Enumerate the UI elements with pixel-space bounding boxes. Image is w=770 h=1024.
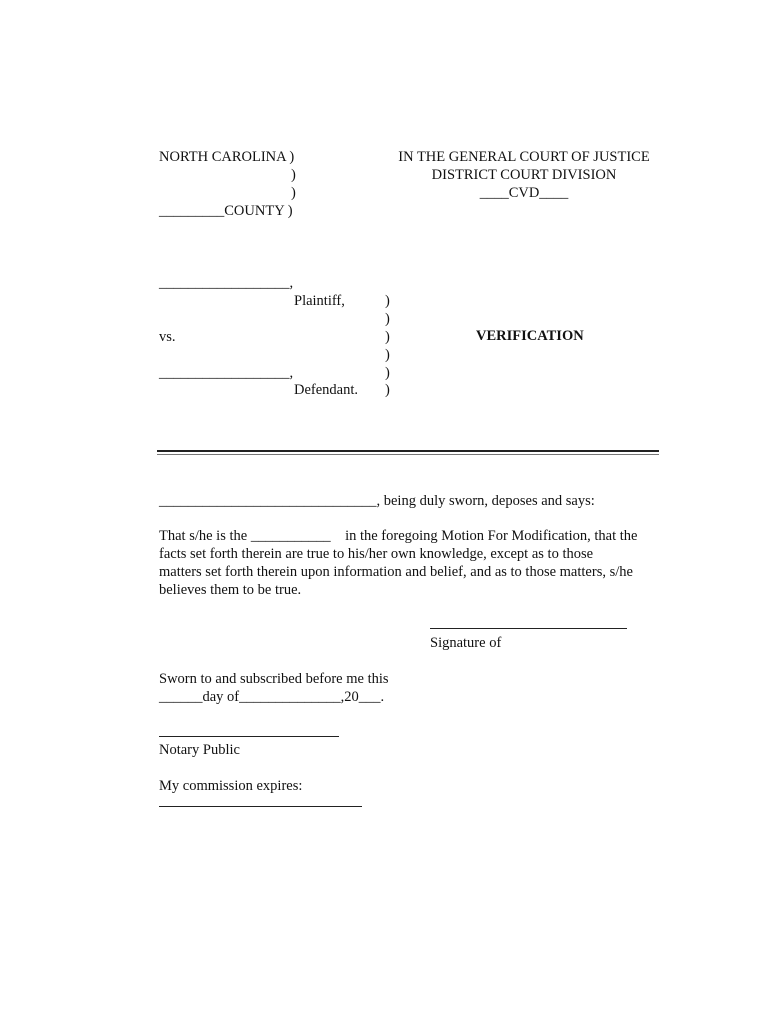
caption-paren: ) (385, 293, 390, 309)
caption-paren: ) (385, 347, 390, 363)
plaintiff-label: Plaintiff, (294, 293, 345, 309)
commission-expires-label: My commission expires: (159, 778, 303, 794)
caption-county: _________COUNTY ) (159, 203, 293, 219)
notary-signature-line (159, 736, 339, 737)
sworn-to-text: Sworn to and subscribed before me this (159, 671, 389, 687)
caption-state: NORTH CAROLINA ) (159, 149, 295, 165)
court-division: DISTRICT COURT DIVISION (431, 167, 617, 183)
case-number: ____CVD____ (479, 185, 569, 201)
paragraph-line: That s/he is the ___________ in the foregoing Motion For Modification, that the (159, 528, 638, 544)
caption-paren: ) (385, 329, 390, 345)
caption-paren: ) (291, 167, 296, 183)
commission-expiry-line (159, 806, 362, 807)
divider-rule (157, 450, 659, 452)
caption-paren: ) (385, 382, 390, 398)
court-name: IN THE GENERAL COURT OF JUSTICE (398, 149, 650, 165)
signature-label: Signature of (430, 635, 502, 651)
sworn-statement: ______________________________, being duly sworn, deposes and says: (159, 493, 595, 509)
caption-paren: ) (385, 311, 390, 327)
paragraph-line: facts set forth therein are true to his/her own knowledge, except as to those (159, 546, 594, 562)
notary-public-label: Notary Public (159, 742, 240, 758)
document-title: VERIFICATION (476, 328, 584, 344)
versus-label: vs. (159, 329, 176, 345)
caption-paren: ) (385, 365, 390, 381)
defendant-label: Defendant. (294, 382, 359, 398)
defendant-name-blank: __________________, (159, 365, 294, 381)
plaintiff-name-blank: __________________, (159, 275, 294, 291)
caption-paren: ) (291, 185, 296, 201)
paragraph-line: matters set forth therein upon information and belief, and as to those matters, s/he (159, 564, 633, 580)
paragraph-line: believes them to be true. (159, 582, 302, 598)
notary-date-line: ______day of______________,20___. (159, 689, 385, 705)
divider-rule (157, 454, 659, 455)
signature-line (430, 628, 627, 629)
